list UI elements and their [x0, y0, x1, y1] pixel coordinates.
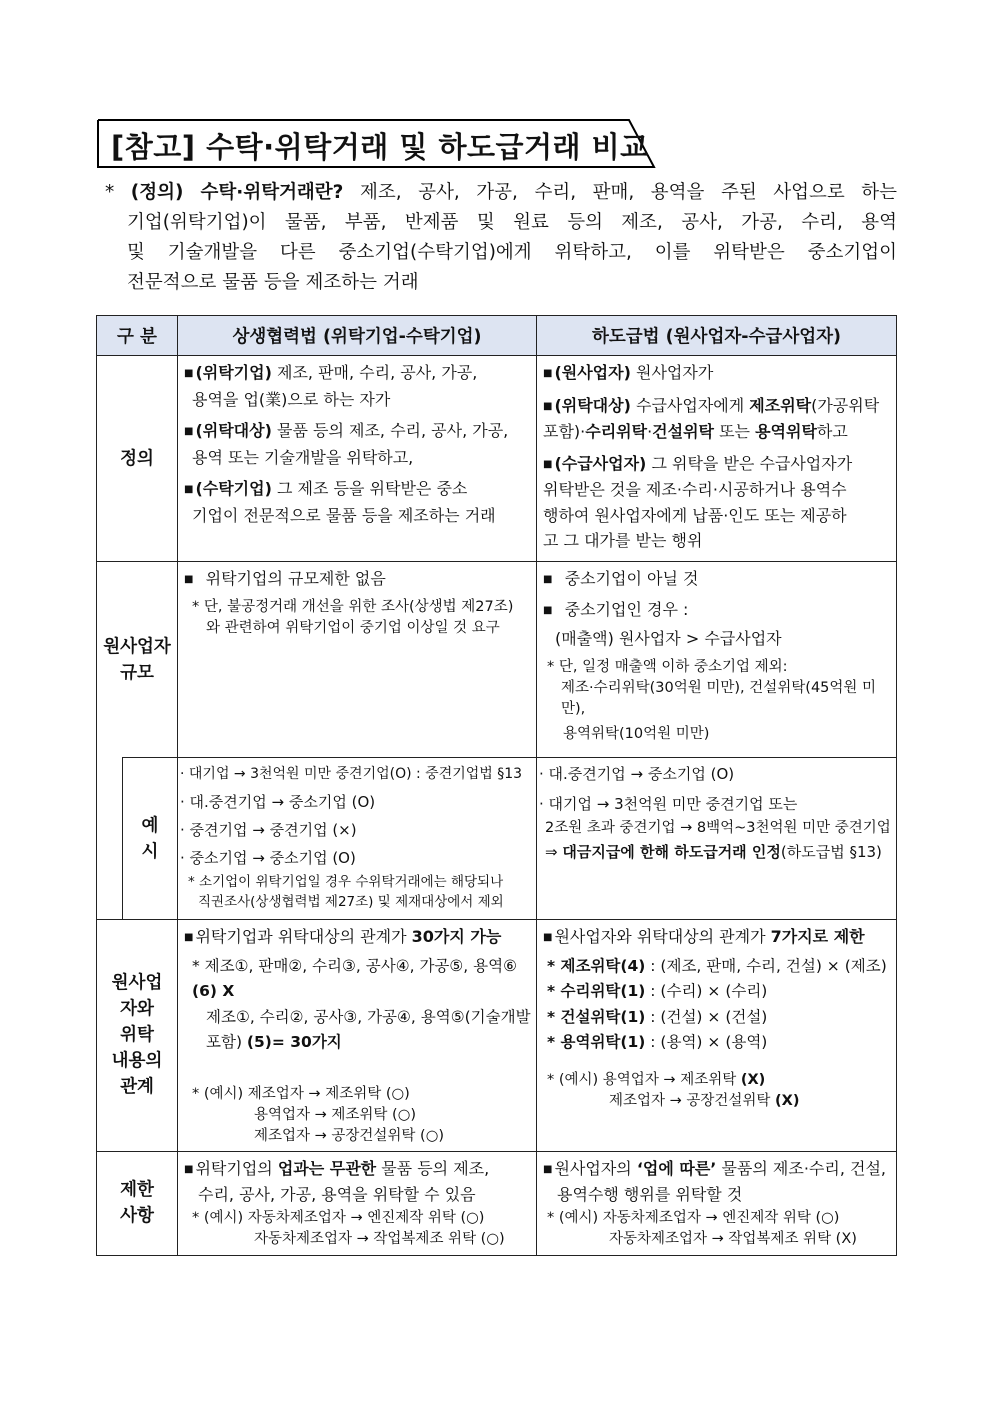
example-spacer: [97, 758, 123, 920]
page-title: [참고] 수탁·위탁거래 및 하도급거래 비교: [111, 130, 649, 164]
square-bullet-icon: ■: [184, 1163, 194, 1175]
intro-line-4: 전문적으로 물품 등을 제조하는 거래: [127, 272, 419, 293]
comparison-table: [96, 315, 897, 1256]
intro-line-1: 제조, 공사, 가공, 수리, 판매, 용역을 주된 사업으로 하는: [359, 182, 897, 203]
intro-line-3: 및 기술개발을 다른 중소기업(수탁기업)에게 위탁하고, 이를 위탁받은 중소기업이: [127, 242, 897, 263]
header-category: 구 분: [97, 316, 178, 356]
table-header-row: [97, 316, 897, 356]
intro-lead: (정의) 수탁·위탁거래란?: [130, 182, 344, 203]
square-bullet-icon: ■: [184, 932, 194, 943]
row-relation: [97, 920, 897, 1152]
example-right-cell: · 대.중견기업 → 중소기업 (O) · 대기업 → 3천억원 미만 중견기업 또는 2조원 초과 중견기업 → 8백억~3천억원 미만 중견기업 ⇒ 대금지급에 한해 하도급거래 인정(하도급법 §13): [537, 758, 897, 920]
title-box: [97, 119, 657, 168]
row-definition: [97, 356, 897, 562]
row-limit: [97, 1151, 897, 1255]
square-bullet-icon: ■: [543, 400, 553, 412]
row-scale: [97, 562, 897, 758]
relation-right-cell: ■ 원사업자와 위탁대상의 관계가 7가지로 제한 * 제조위탁(4) : (제조, 판매, 수리, 건설) × (제조) * 수리위탁(1) : (수리) × (수리) * 건설위탁(1) : (건설) × (건설) * 용역위탁(1) : (용역) × (용역) * (예시) 용역업자 → 제조위탁 (X) 제조업자 → 공장건설위탁 (X): [537, 920, 897, 1152]
square-bullet-icon: ■: [543, 368, 553, 379]
square-bullet-icon: ■: [543, 458, 553, 470]
row-label-definition: 정의: [97, 356, 178, 562]
square-bullet-icon: ■: [184, 426, 194, 437]
intro-line-2: 기업(위탁기업)이 물품, 부품, 반제품 및 원료 등의 제조, 공사, 가공, 수리, 용역: [127, 212, 897, 233]
limit-right-cell: ■ 원사업자의 ‘업에 따른’ 물품의 제조·수리, 건설, 용역수행 행위를 위탁할 것 * (예시) 자동차제조업자 → 엔진제작 위탁 (○) 자동차제조업자 → 작업복제조 위탁 (X): [537, 1151, 897, 1255]
relation-left-cell: ■ 위탁기업과 위탁대상의 관계가 30가지 가능 * 제조①, 판매②, 수리③, 공사④, 가공⑤, 용역⑥ (6) X 제조①, 수리②, 공사③, 가공④, 용역⑤(기술개발 포함) (5)= 30가지 * (예시) 제조업자 → 제조위탁 (○) 용역업자 → 제조위탁 (○) 제조업자 → 공장건설위탁 (○): [178, 920, 537, 1152]
square-bullet-icon: ■: [543, 1163, 553, 1175]
limit-left-cell: ■ 위탁기업의 업과는 무관한 물품 등의 제조, 수리, 공사, 가공, 용역을 위탁할 수 있음 * (예시) 자동차제조업자 → 엔진제작 위탁 (○) 자동차제조업자 → 작업복제조 위탁 (○): [178, 1151, 537, 1255]
def-right-cell: ■ (원사업자) 원사업자가 ■ (위탁대상) 수급사업자에게 제조위탁(가공위탁 포함)·수리위탁·건설위탁 또는 용역위탁하고 ■ (수급사업자) 그 위탁을 받은 수급사업자가 위탁받은 것을 제조·수리·시공하거나 용역수 행하여 원사업자에게 납품·인도 또는 제공하 고 그 대가를 받는 행위: [537, 356, 897, 562]
intro-definition: [105, 178, 897, 298]
row-label-limit: 제한 사항: [97, 1151, 178, 1255]
square-bullet-icon: ■: [543, 604, 553, 616]
header-sangsaeng: 상생협력법 (위탁기업-수탁기업): [178, 316, 537, 356]
square-bullet-icon: ■: [543, 932, 553, 943]
row-label-relation: 원사업 자와 위탁 내용의 관계: [97, 920, 178, 1152]
square-bullet-icon: ■: [184, 484, 194, 495]
header-hadogeup: 하도급법 (원사업자-수급사업자): [537, 316, 897, 356]
square-bullet-icon: ■: [184, 368, 194, 379]
row-example: [97, 758, 897, 920]
scale-left-cell: ■ 위탁기업의 규모제한 없음 * 단, 불공정거래 개선을 위한 조사(상생법 제27조) 와 관련하여 위탁기업이 중기업 이상일 것 요구: [178, 562, 537, 758]
def-left-cell: ■ (위탁기업) 제조, 판매, 수리, 공사, 가공, 용역을 업(業)으로 하는 자가 ■ (위탁대상) 물품 등의 제조, 수리, 공사, 가공, 용역 또는 기술개발을 위탁하고, ■ (수탁기업) 그 제조 등을 위탁받은 중소 기업이 전문적으로 물품 등을 제조하는 거래: [178, 356, 537, 562]
scale-right-cell: ■ 중소기업이 아닐 것 ■ 중소기업인 경우 : (매출액) 원사업자 > 수급사업자 * 단, 일정 매출액 이하 중소기업 제외: 제조·수리위탁(30억원 미만), 건설위탁(45억원 미 만), 용역위탁(10억원 미만): [537, 562, 897, 758]
intro-bullet: *: [105, 182, 115, 203]
square-bullet-icon: ■: [543, 574, 553, 585]
square-bullet-icon: ■: [184, 574, 194, 585]
row-label-scale: 원사업자 규모: [97, 562, 178, 758]
row-label-example: 예 시: [123, 758, 178, 920]
example-left-cell: · 대기업 → 3천억원 미만 중견기업(O) : 중견기업법 §13 · 대.중견기업 → 중소기업 (O) · 중견기업 → 중견기업 (×) · 중소기업 → 중소기업 (O) * 소기업이 위탁기업일 경우 수위탁거래에는 해당되나 직권조사(상생협력법 제27조) 및 제재대상에서 제외: [178, 758, 537, 920]
